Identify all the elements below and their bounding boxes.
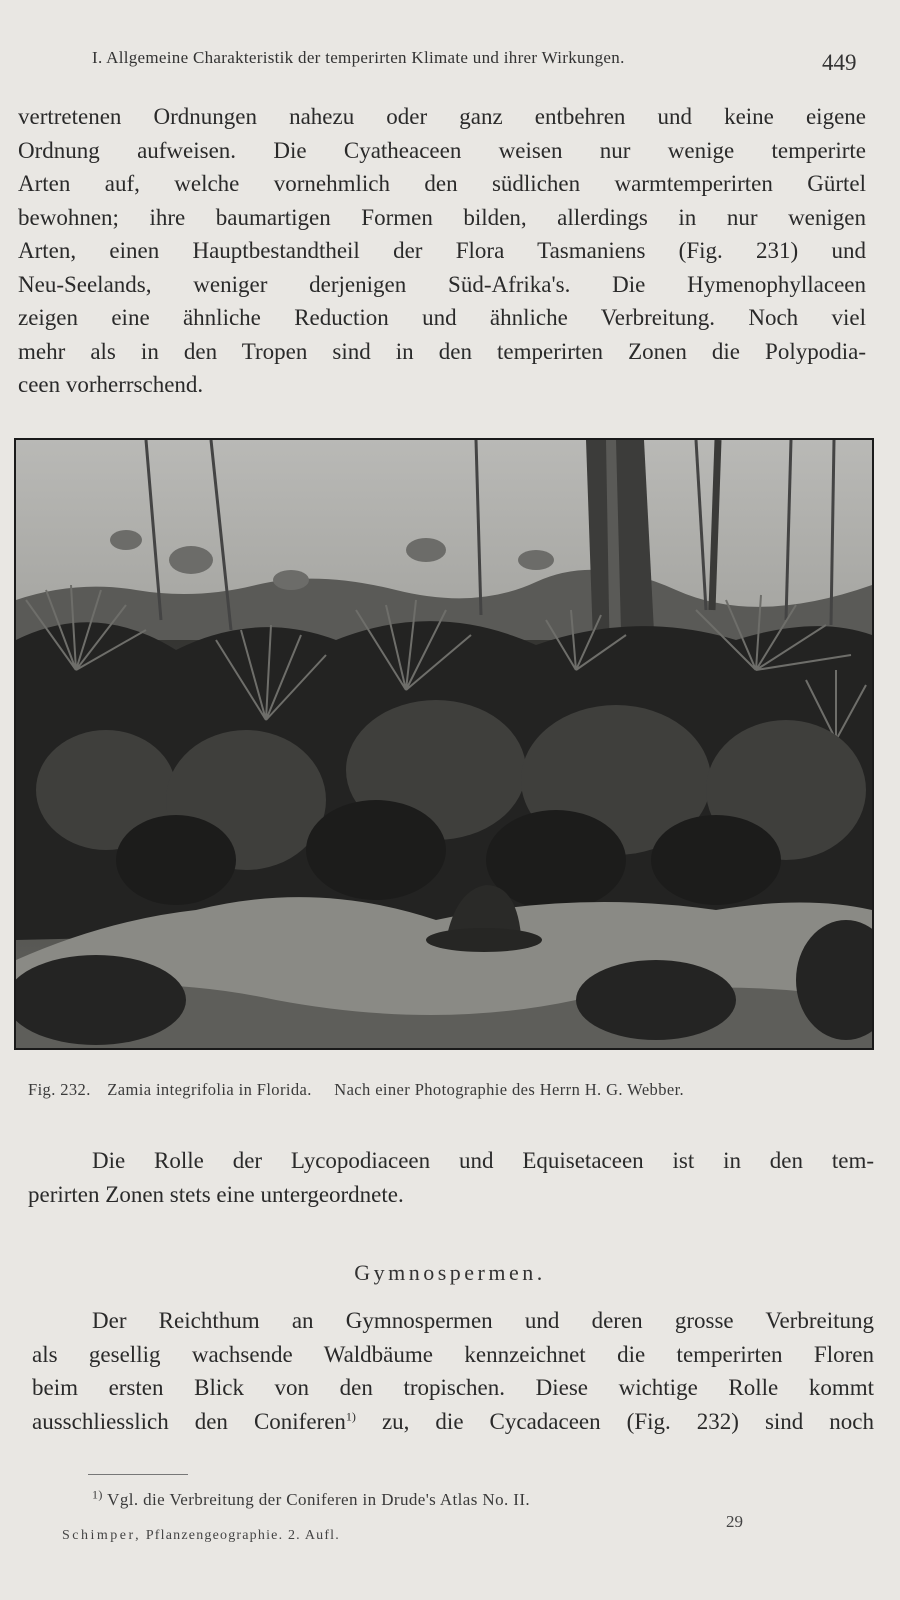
text-line: zeigen eine ähnliche Reduction und ähnliche Verbreitung. Noch viel: [18, 305, 866, 330]
page-number: 449: [822, 50, 857, 75]
photo-illustration: [16, 440, 872, 1048]
paragraph-lycopods: [28, 1144, 874, 1211]
text-line: perirten Zonen stets eine untergeordnete.: [28, 1181, 404, 1207]
book-title: Pflanzengeographie. 2. Aufl.: [145, 1528, 340, 1543]
text-line: Arten, einen Hauptbestandtheil der Flora Tasmaniens (Fig. 231) und: [18, 238, 866, 263]
text-line: als gesellig wachsende Waldbäume kennzeichnet die temperirten Floren: [32, 1341, 874, 1367]
text-line: vertretenen Ordnungen nahezu oder ganz entbehren und keine eigene: [18, 104, 866, 129]
paragraph-ferns: [18, 100, 866, 402]
footnote-marker: 1): [92, 1487, 103, 1502]
section-heading: Gymnospermen.: [354, 1260, 546, 1285]
author-name: Schimper,: [62, 1528, 142, 1543]
text-line: beim ersten Blick von den tropischen. Diese wichtige Rolle kommt: [32, 1375, 874, 1400]
figure-number: Fig. 232.: [28, 1080, 91, 1099]
text-line: [32, 1405, 874, 1439]
footnote-divider: [88, 1474, 188, 1475]
text-line: Der Reichthum an Gymnospermen und deren grosse Verbreitung: [92, 1308, 874, 1333]
text-line: ceen vorherrschend.: [18, 372, 204, 397]
text-fragment: zu, die Cycadaceen (Fig. 232) sind noch: [381, 1408, 875, 1434]
text-line: Neu-Seelands, weniger derjenigen Süd-Afrika's. Die Hymenophyllaceen: [18, 271, 866, 297]
figure-caption: [28, 1080, 874, 1100]
text-line: Ordnung aufweisen. Die Cyatheaceen weisen nur wenige temperirte: [18, 137, 866, 163]
sheet-number: 29: [726, 1512, 743, 1531]
text-line: mehr als in den Tropen sind in den temperirten Zonen die Polypodia-: [18, 338, 866, 364]
text-line: Die Rolle der Lycopodiaceen und Equisetaceen ist in den tem-: [92, 1148, 874, 1173]
figure-species: Zamia integrifolia in Florida.: [107, 1080, 312, 1099]
paragraph-gymnosperms: [32, 1304, 874, 1438]
figure-credit: Nach einer Photographie des Herrn H. G. Webber.: [334, 1080, 685, 1099]
running-head: I. Allgemeine Charakteristik der temperirten Klimate und ihrer Wirkungen.: [92, 48, 625, 67]
text-line: Arten auf, welche vornehmlich den südlichen warmtemperirten Gürtel: [18, 171, 866, 196]
text-fragment: ausschliesslich den Coniferen: [32, 1408, 346, 1434]
footnote: [92, 1487, 531, 1510]
printer-signature: [62, 1528, 340, 1544]
text-line: bewohnen; ihre baumartigen Formen bilden, allerdings in nur wenigen: [18, 204, 866, 230]
zamia-photograph: [14, 438, 874, 1050]
footnote-reference: 1): [345, 1408, 356, 1423]
footnote-text: Vgl. die Verbreitung der Coniferen in Drude's Atlas No. II.: [107, 1490, 531, 1509]
